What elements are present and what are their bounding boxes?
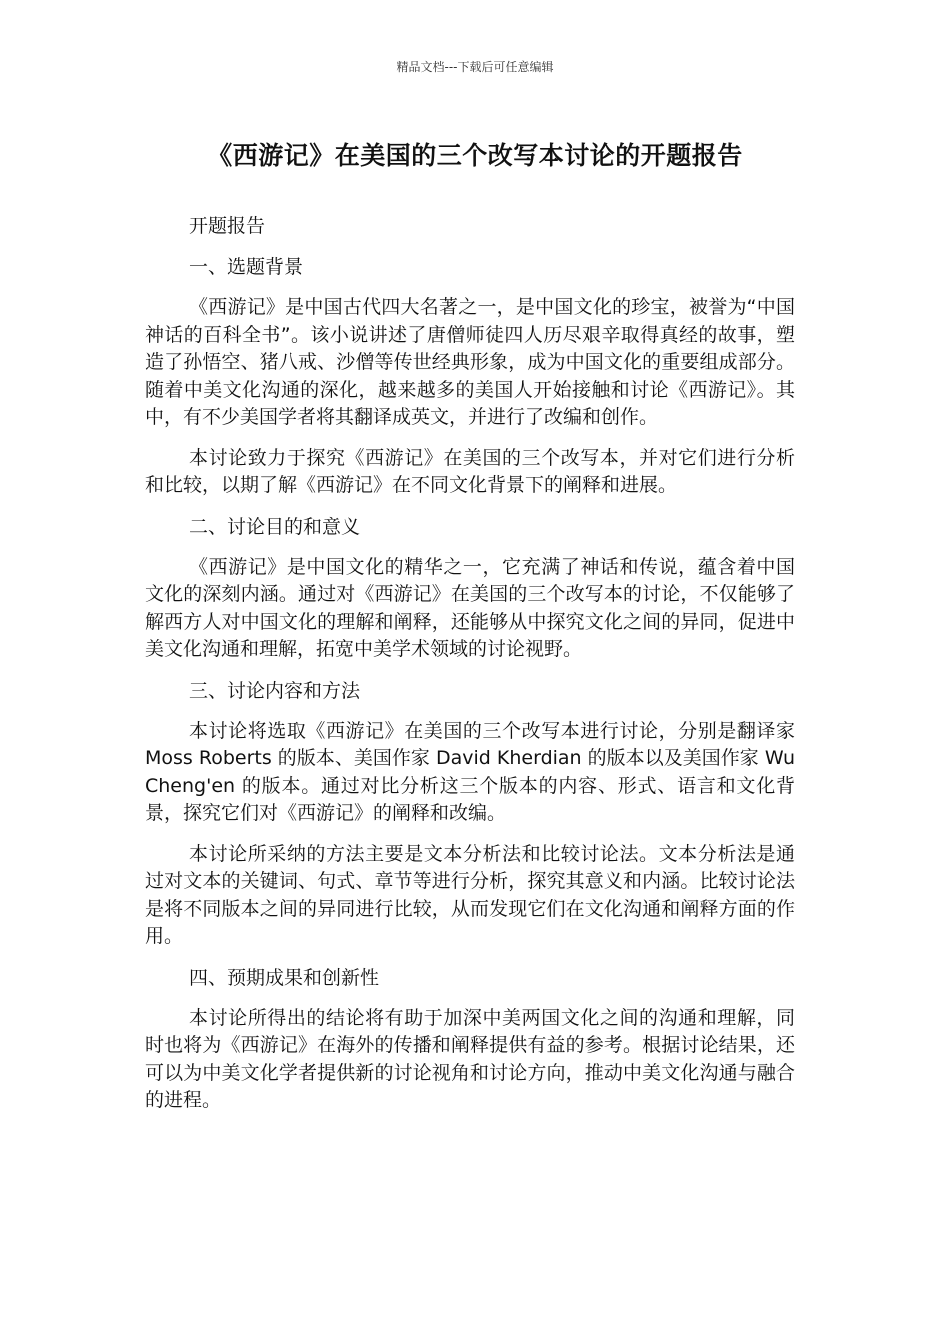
report-label: 开题报告 [189,215,266,237]
section-heading-background: 一、选题背景 [189,256,304,278]
document-title: 《西游记》在美国的三个改写本讨论的开题报告 [207,141,743,170]
paragraph: 《西游记》是中国文化的精华之一，它充满了神话和传说，蕴含着中国文化的深刻内涵。通过对《西游记》在美国的三个改写本的讨论，不仅能够了解西方人对中国文化的理解和阐释，还能够从中探究文化之间的异同，促进中美文化沟通和理解，拓宽中美学术领域的讨论视野。 [145,555,795,660]
paragraph: 《西游记》是中国古代四大名著之一，是中国文化的珍宝，被誉为“中国神话的百科全书”。该小说讲述了唐僧师徒四人历尽艰辛取得真经的故事，塑造了孙悟空、猪八戒、沙僧等传世经典形象，成为中国文化的重要组成部分。随着中美文化沟通的深化，越来越多的美国人开始接触和讨论《西游记》。其中，有不少美国学者将其翻译成英文，并进行了改编和创作。 [145,296,795,428]
document-body [145,212,795,1128]
paragraph: 本讨论所得出的结论将有助于加深中美两国文化之间的沟通和理解，同时也将为《西游记》在海外的传播和阐释提供有益的参考。根据讨论结果，还可以为中美文化学者提供新的讨论视角和讨论方向，推动中美文化沟通与融合的进程。 [145,1006,795,1111]
section-heading-content-method: 三、讨论内容和方法 [189,679,361,702]
paragraph: 本讨论致力于探究《西游记》在美国的三个改写本，并对它们进行分析和比较，以期了解《西游记》在不同文化背景下的阐释和进展。 [145,446,795,496]
section-heading-purpose: 二、讨论目的和意义 [189,515,361,538]
page-header-watermark: 精品文档---下载后可任意编辑 [396,60,554,74]
paragraph: 本讨论将选取《西游记》在美国的三个改写本进行讨论，分别是翻译家 Moss Roberts 的版本、美国作家 David Kherdian 的版本以及美国作家 Wu Cheng'en 的版本。通过对比分析这三个版本的内容、形式、语言和文化背景，探究它们对《西游记》的阐释和改编。 [145,719,795,824]
section-heading-outcomes: 四、预期成果和创新性 [189,966,380,989]
paragraph: 本讨论所采纳的方法主要是文本分析法和比较讨论法。文本分析法是通过对文本的关键词、句式、章节等进行分析，探究其意义和内涵。比较讨论法是将不同版本之间的异同进行比较，从而发现它们在文化沟通和阐释方面的作用。 [145,842,795,947]
